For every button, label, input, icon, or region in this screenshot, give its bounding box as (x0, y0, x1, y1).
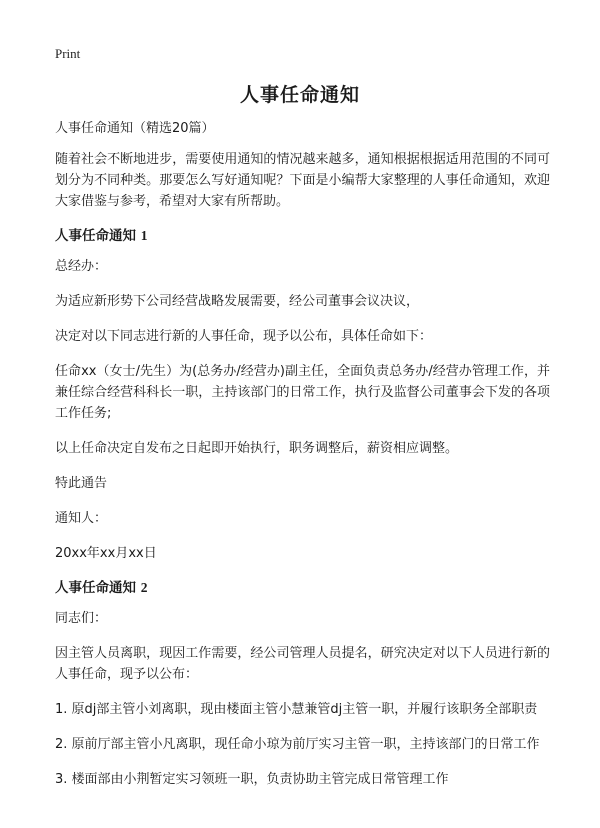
paragraph: 以上任命决定自发布之日起即开始执行，职务调整后，薪资相应调整。 (55, 441, 459, 456)
print-link[interactable]: Print (55, 46, 81, 61)
section-heading-text: 人事任命通知 (55, 228, 136, 244)
paragraph: 为适应新形势下公司经营战略发展需要，经公司董事会议决议， (55, 294, 420, 309)
list-item: 1. 原dj部主管小刘离职，现由楼面主管小慧兼管dj主管一职，并履行该职务全部职责 (55, 702, 538, 717)
list-item: 2. 原前厅部主管小凡离职，现任命小琼为前厅实习主管一职，主持该部门的日常工作 (55, 737, 540, 752)
intro-paragraph: 随着社会不断地进步，需要使用通知的情况越来越多，通知根据根据适用范围的不同可划分为不同种类。那要怎么写好通知呢？下面是小编帮大家整理的人事任命通知，欢迎大家借鉴与参考，希望对大家有所帮助。 (55, 152, 550, 209)
paragraph: 20xx年xx月xx日 (55, 546, 157, 561)
paragraph: 通知人： (55, 511, 108, 526)
paragraph: 任命xx（女士/先生）为(总务办/经营办)副主任，全面负责总务办/经营办管理工作，并兼任综合经营科科长一职，主持该部门的日常工作，执行及监督公司董事会下发的各项工作任务; (55, 364, 550, 421)
section-heading-2 (55, 578, 550, 598)
paragraph: 决定对以下同志进行新的人事任命，现予以公布，具体任命如下： (55, 329, 433, 344)
paragraph: 因主管人员离职，现因工作需要，经公司管理人员提名，研究决定对以下人员进行新的人事任命，现予以公布： (55, 646, 550, 682)
document-subtitle: 人事任命通知（精选20篇） (55, 121, 215, 136)
document-body (55, 118, 550, 804)
document-title: 人事任命通知 (239, 84, 360, 106)
section-heading-number: 1 (140, 228, 148, 243)
paragraph: 同志们： (55, 611, 108, 626)
section-heading-1 (55, 226, 550, 246)
paragraph: 特此通告 (55, 476, 108, 491)
section-heading-number: 2 (140, 580, 148, 595)
list-item: 3. 楼面部由小荆暂定实习领班一职，负责协助主管完成日常管理工作 (55, 772, 449, 787)
section-heading-text: 人事任命通知 (55, 580, 136, 596)
paragraph: 总经办： (55, 259, 108, 274)
